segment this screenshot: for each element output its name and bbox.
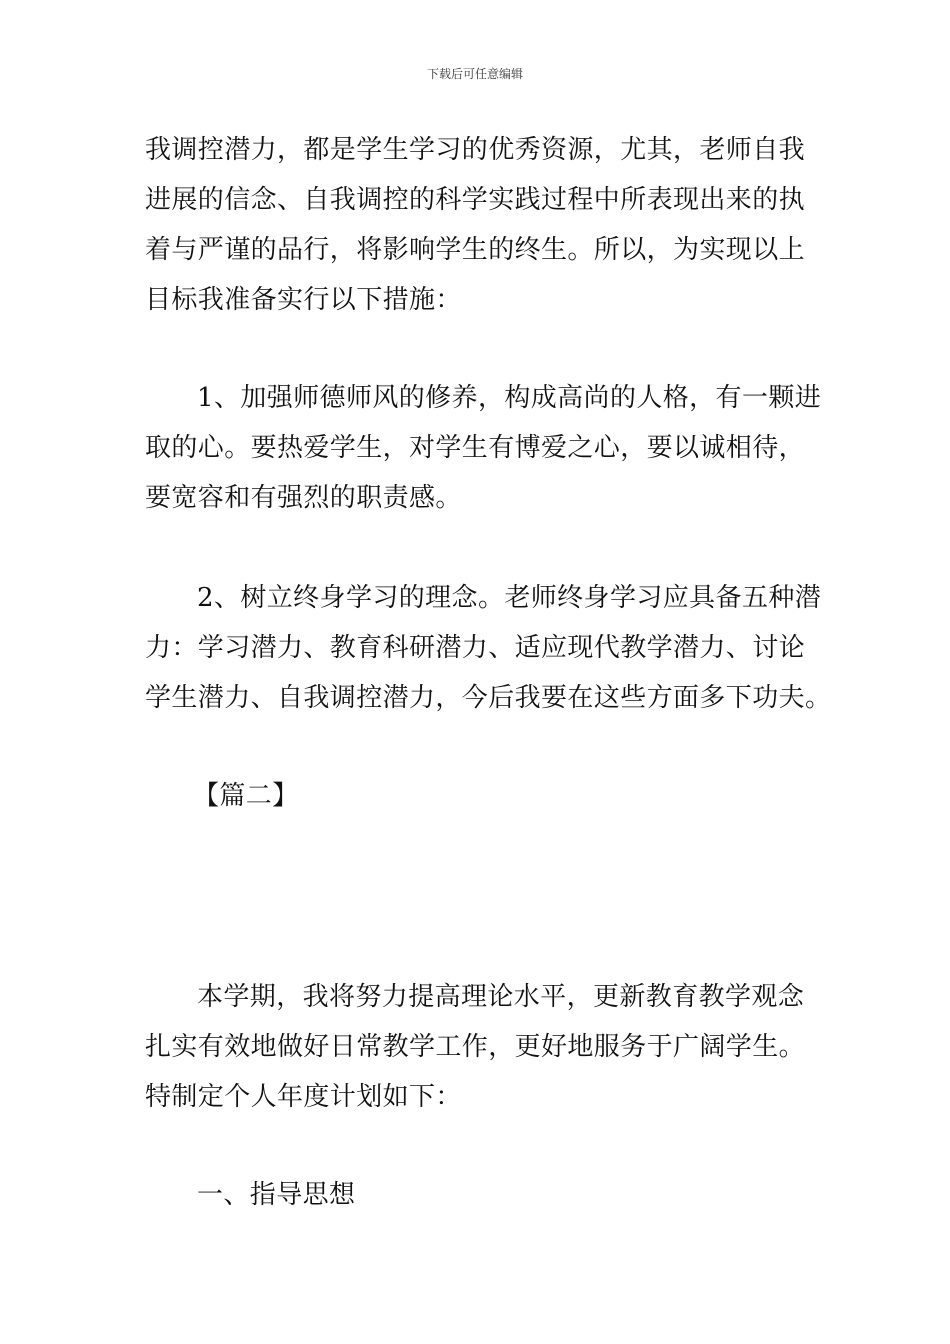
paragraph-line: 学生潜力、自我调控潜力，今后我要在这些方面多下功夫。 xyxy=(145,683,832,713)
paragraph-line: 取的心。要热爱学生，对学生有博爱之心，要以诚相待， xyxy=(145,433,806,463)
paragraph-line: 1、加强师德师风的修养，构成高尚的人格，有一颗进 xyxy=(197,383,822,413)
paragraph-line: 扎实有效地做好日常教学工作，更好地服务于广阔学生。 xyxy=(145,1032,806,1062)
paragraph-line: 目标我准备实行以下措施： xyxy=(145,285,462,315)
section-heading: 【篇二】 xyxy=(193,781,299,811)
header-note: 下载后可任意编辑 xyxy=(426,67,523,81)
paragraph-line: 我调控潜力，都是学生学习的优秀资源，尤其，老师自我 xyxy=(145,135,806,165)
paragraph-line: 本学期，我将努力提高理论水平，更新教育教学观念 xyxy=(197,982,805,1012)
paragraph-line: 2、树立终身学习的理念。老师终身学习应具备五种潜 xyxy=(197,583,822,613)
paragraph-line: 特制定个人年度计划如下： xyxy=(145,1082,462,1112)
paragraph-line: 进展的信念、自我调控的科学实践过程中所表现出来的执 xyxy=(145,185,806,215)
subheading: 一、指导思想 xyxy=(197,1180,356,1210)
paragraph-line: 着与严谨的品行，将影响学生的终生。所以，为实现以上 xyxy=(145,235,806,265)
paragraph-line: 力：学习潜力、教育科研潜力、适应现代教学潜力、讨论 xyxy=(145,633,806,663)
paragraph-line: 要宽容和有强烈的职责感。 xyxy=(145,483,462,513)
